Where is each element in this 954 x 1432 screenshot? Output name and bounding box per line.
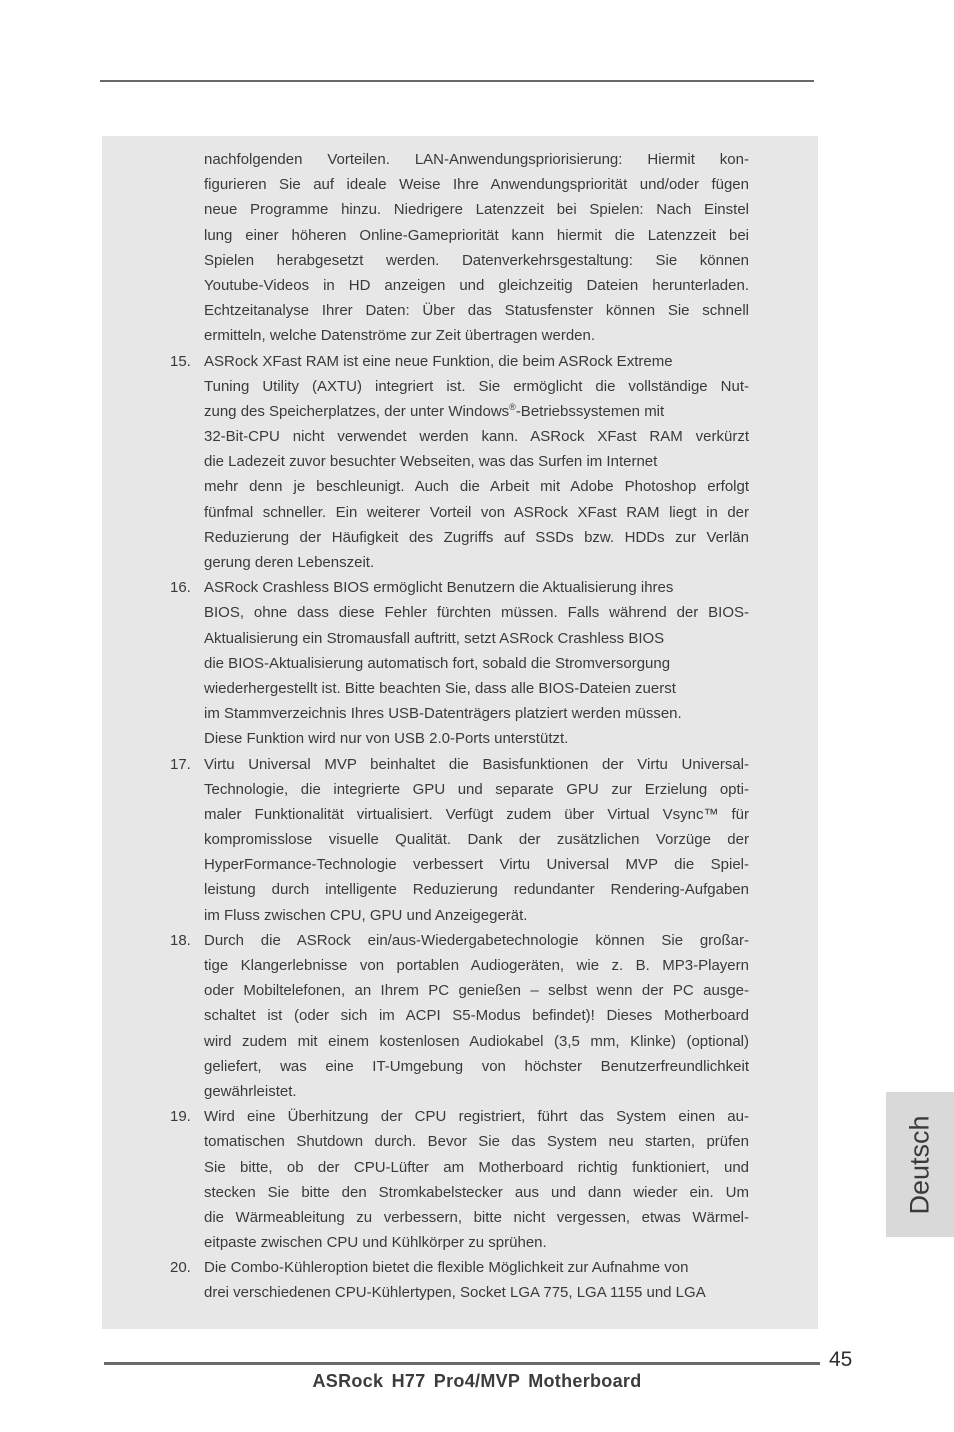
text-line: schaltet ist (oder sich im ACPI S5-Modus befindet)! Dieses Motherboard [204,1007,749,1025]
list-number: 17. [170,755,191,773]
text-line: Echtzeitanalyse Ihrer Daten: Über das Statusfenster können Sie schnell [204,302,749,320]
text-line: drei verschiedenen CPU-Kühlertypen, Socket LGA 775, LGA 1155 und LGA [204,1284,706,1302]
list-number: 16. [170,579,191,597]
text-line: gerung deren Lebenszeit. [204,554,375,571]
text-line: gewährleistet. [204,1082,297,1100]
text-line: im Fluss zwischen CPU, GPU und Anzeigegerät. [204,906,528,924]
list-number: 19. [170,1108,191,1126]
text-line: Wird eine Überhitzung der CPU registriert, führt das System einen au- [204,1108,749,1126]
text-line: Sie bitte, ob der CPU-Lüfter am Motherboard richtig funktioniert, und [204,1158,749,1176]
text-line: leistung durch intelligente Reduzierung redundanter Rendering-Aufgaben [204,881,749,899]
text-line: die Wärmeableitung zu verbessern, bitte nicht vergessen, etwas Wärmel- [204,1208,749,1226]
text-line: lung einer höheren Online-Gamepriorität kann hiermit die Latenzzeit bei [204,226,749,244]
text-line: maler Funktionalität virtualisiert. Verfügt zudem über Virtual Vsync™ für [204,805,749,823]
text-line: tige Klangerlebnisse von portablen Audiogeräten, wie z. B. MP3-Playern [204,957,749,974]
text-line: mehr denn je beschleunigt. Auch die Arbeit mit Adobe Photoshop erfolgt [204,478,749,496]
text-line: stecken Sie bitte den Stromkabelstecker aus und dann wieder ein. Um [204,1183,749,1201]
text-line: Virtu Universal MVP beinhaltet die Basisfunktionen der Virtu Universal- [204,755,749,773]
text-line: ermitteln, welche Datenströme zur Zeit übertragen werden. [204,327,596,345]
list-number: 20. [170,1259,191,1277]
text-line: neue Programme hinzu. Niedrigere Latenzzeit bei Spielen: Nach Einstel [204,201,749,219]
feature-list [170,147,770,1306]
text-line: Aktualisierung ein Stromausfall auftritt, setzt ASRock Crashless BIOS [204,629,665,647]
text-line: im Stammverzeichnis Ihres USB-Datenträgers platziert werden müssen. [204,705,682,723]
language-label: Deutsch [904,1114,935,1215]
text-line: Spielen herabgesetzt werden. Datenverkehrsgestaltung: Sie können [204,251,749,269]
text-line: Technologie, die integrierte GPU und separate GPU zur Erzielung opti- [204,780,749,798]
text-line: HyperFormance-Technologie verbessert Virtu Universal MVP die Spiel- [204,856,749,874]
text-line: Reduzierung der Häufigkeit des Zugriffs auf SSDs bzw. HDDs zur Verlän [204,528,749,546]
text-line: kompromisslose visuelle Qualität. Dank der zusätzlichen Vorzüge der [204,831,749,849]
text-line: Diese Funktion wird nur von USB 2.0-Ports unterstützt. [204,730,569,748]
text-line: Youtube-Videos in HD anzeigen und gleichzeitig Dateien herunterladen. [204,276,749,294]
language-side-tab [886,1092,954,1237]
list-number: 18. [170,931,191,949]
text-line: BIOS, ohne dass diese Fehler fürchten müssen. Falls während der BIOS- [204,604,749,622]
bottom-rule [104,1362,820,1365]
list-item [170,928,770,1104]
list-item [170,349,770,576]
text-line: figurieren Sie auf ideale Weise Ihre Anwendungspriorität und/oder fügen [204,176,749,194]
registered-mark: ® [509,401,516,412]
text-line-tail: -Betriebssystemen mit [515,402,665,420]
text-line: ASRock Crashless BIOS ermöglicht Benutzern die Aktualisierung ihres [204,579,674,597]
list-item [170,752,770,928]
text-line: nachfolgenden Vorteilen. LAN-Anwendungspriorisierung: Hiermit kon- [204,151,749,168]
text-line: 32-Bit-CPU nicht verwendet werden kann. ASRock XFast RAM verkürzt [204,428,749,446]
text-line: Tuning Utility (AXTU) integriert ist. Sie ermöglicht die vollständige Nut- [204,377,749,395]
list-item [170,1255,770,1305]
text-line: Durch die ASRock ein/aus-Wiedergabetechnologie können Sie großar- [204,931,749,949]
text-line: oder Mobiltelefonen, an Ihrem PC genießen – selbst wenn der PC ausge- [204,982,749,1000]
footer-title: ASRock H77 Pro4/MVP Motherboard [312,1371,642,1391]
list-item [170,1104,770,1255]
list-number: 15. [170,352,191,370]
text-line: Die Combo-Kühleroption bietet die flexible Möglichkeit zur Aufnahme von [204,1259,689,1277]
text-line: ASRock XFast RAM ist eine neue Funktion, die beim ASRock Extreme [204,352,673,370]
text-line: fünfmal schneller. Ein weiterer Vorteil von ASRock XFast RAM liegt in der [204,503,749,521]
text-line: wird zudem mit einem kostenlosen Audiokabel (3,5 mm, Klinke) (optional) [204,1032,749,1050]
text-line: tomatischen Shutdown durch. Bevor Sie das System neu starten, prüfen [204,1133,749,1151]
text-line: eitpaste zwischen CPU und Kühlkörper zu sprühen. [204,1234,547,1252]
text-line: wiederhergestellt ist. Bitte beachten Sie, dass alle BIOS-Dateien zuerst [204,679,676,697]
text-line: geliefert, was eine IT-Umgebung von höchster Benutzerfreundlichkeit [204,1057,749,1075]
text-line: die Ladezeit zuvor besuchter Webseiten, was das Surfen im Internet [204,453,658,471]
top-rule [100,80,814,82]
text-line-with-trademark [170,399,749,424]
text-line: zung des Speicherplatzes, der unter Windows [204,402,510,420]
list-item [170,575,770,751]
text-line: die BIOS-Aktualisierung automatisch fort, sobald die Stromversorgung [204,654,671,672]
list-item [170,147,770,349]
page-number: 45 [829,1348,853,1371]
